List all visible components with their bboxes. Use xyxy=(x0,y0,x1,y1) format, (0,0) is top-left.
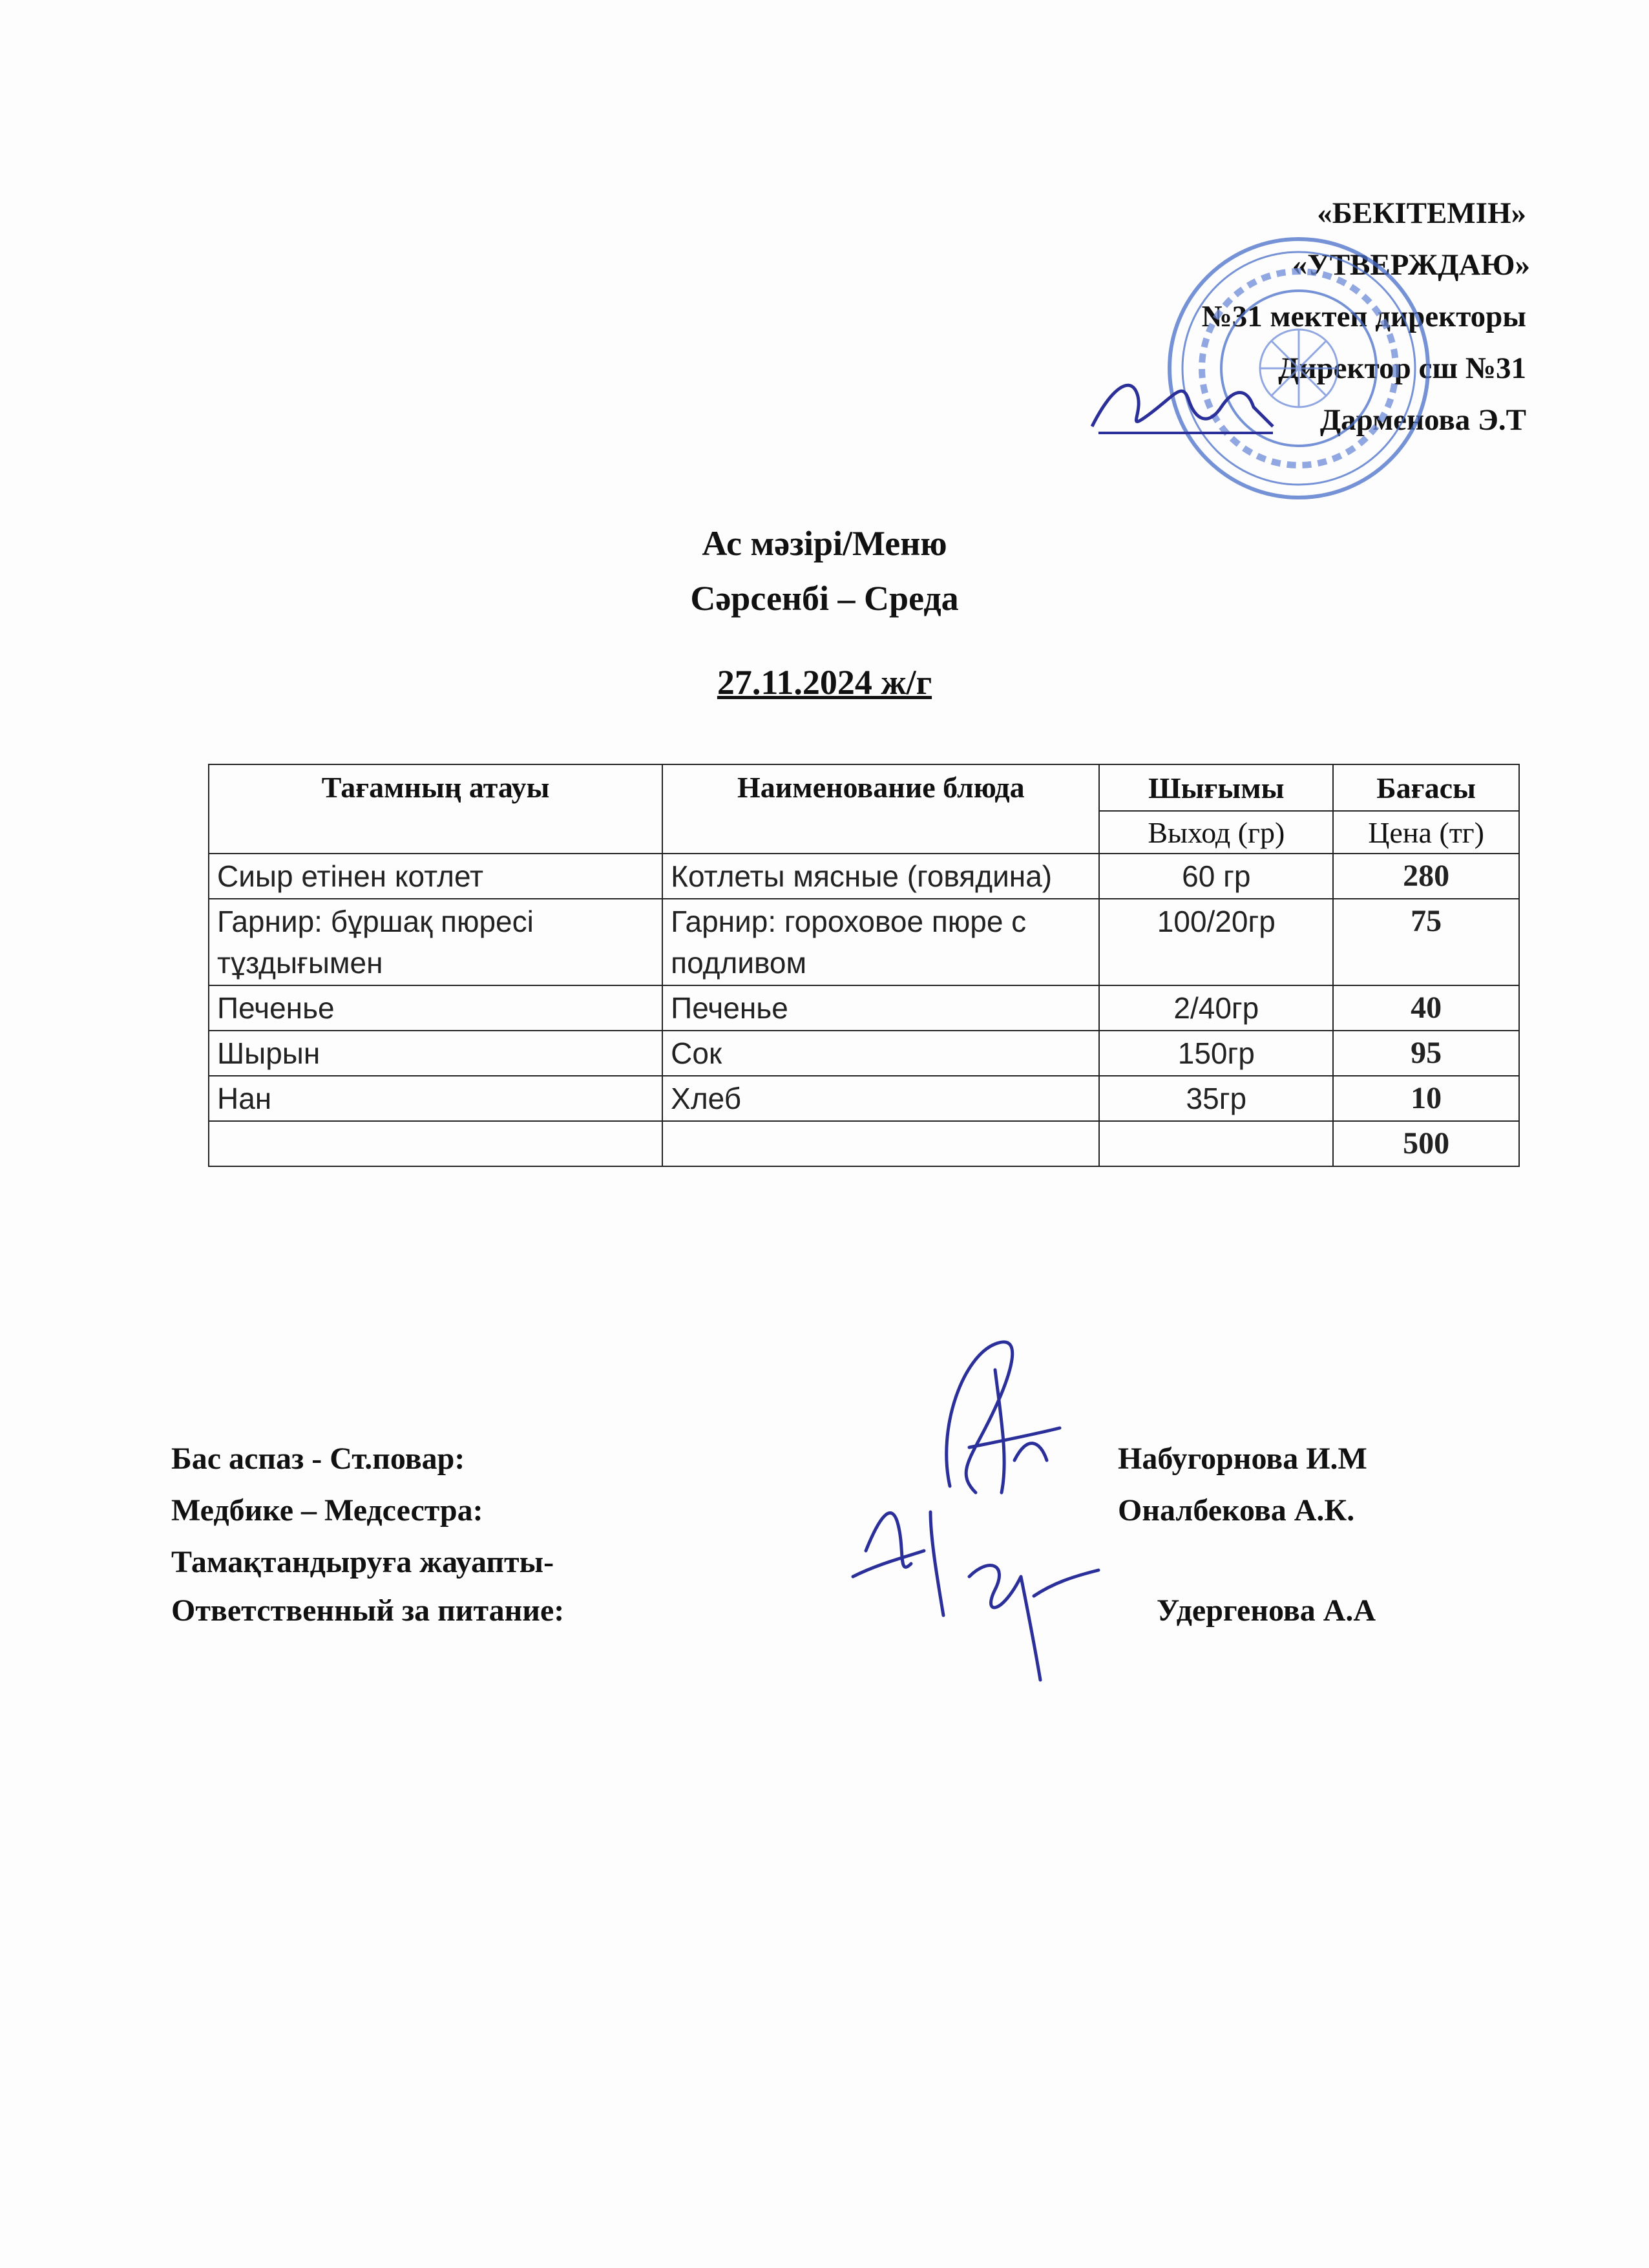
chef-name: Набугорнова И.М xyxy=(1118,1442,1367,1476)
director-title-kz: №31 мектеп директоры xyxy=(1201,300,1526,333)
table-row xyxy=(209,1076,1519,1121)
dish-kz: Гарнир: бұршақ пюресі тұздығымен xyxy=(209,899,662,985)
menu-title: Ас мәзірі/Меню xyxy=(702,524,947,563)
header-kz-name: Тағамның атауы xyxy=(209,764,662,854)
table-row xyxy=(209,985,1519,1031)
header-ru-name: Наименование блюда xyxy=(662,764,1099,854)
dish-yield: 35гр xyxy=(1099,1076,1333,1121)
director-title-ru: Директор сш №31 xyxy=(1278,352,1526,385)
nurse-label: Медбике – Медсестра: xyxy=(171,1493,483,1528)
dish-price: 40 xyxy=(1333,985,1519,1031)
dish-yield: 60 гр xyxy=(1099,854,1333,899)
staff-signatures xyxy=(840,1331,1124,1693)
dish-kz: Шырын xyxy=(209,1031,662,1076)
approval-line-ru: «УТВЕРЖДАЮ» xyxy=(1292,248,1530,282)
responsible-label-kz: Тамақтандыруға жауапты- xyxy=(171,1545,554,1579)
dish-ru: Сок xyxy=(662,1031,1099,1076)
chef-label: Бас аспаз - Ст.повар: xyxy=(171,1442,465,1476)
nurse-name: Оналбекова А.К. xyxy=(1118,1493,1355,1528)
responsible-name: Удергенова А.А xyxy=(1157,1593,1376,1628)
dish-yield: 150гр xyxy=(1099,1031,1333,1076)
total-price: 500 xyxy=(1333,1121,1519,1166)
dish-kz: Печенье xyxy=(209,985,662,1031)
menu-table xyxy=(208,764,1520,1167)
dish-ru: Гарнир: гороховое пюре с подливом xyxy=(662,899,1099,985)
dish-yield: 2/40гр xyxy=(1099,985,1333,1031)
dish-price: 10 xyxy=(1333,1076,1519,1121)
table-row xyxy=(209,1031,1519,1076)
director-name: Дарменова Э.Т xyxy=(1319,403,1526,437)
dish-yield: 100/20гр xyxy=(1099,899,1333,985)
header-yield-ru: Выход (гр) xyxy=(1099,811,1333,854)
dish-kz: Сиыр етінен котлет xyxy=(209,854,662,899)
dish-price: 75 xyxy=(1333,899,1519,985)
menu-date: 27.11.2024 ж/г xyxy=(717,663,932,702)
header-yield-kz: Шығымы xyxy=(1099,764,1333,811)
dish-ru: Хлеб xyxy=(662,1076,1099,1121)
dish-ru: Котлеты мясные (говядина) xyxy=(662,854,1099,899)
dish-ru: Печенье xyxy=(662,985,1099,1031)
total-row xyxy=(209,1121,1519,1166)
dish-kz: Нан xyxy=(209,1076,662,1121)
menu-day: Сәрсенбі – Среда xyxy=(690,579,959,618)
table-header-row xyxy=(209,764,1519,811)
approval-line-kz: «БЕКІТЕМІН» xyxy=(1317,196,1526,230)
director-signature xyxy=(1086,362,1279,446)
header-price-kz: Бағасы xyxy=(1333,764,1519,811)
header-price-ru: Цена (тг) xyxy=(1333,811,1519,854)
dish-price: 95 xyxy=(1333,1031,1519,1076)
table-row xyxy=(209,854,1519,899)
dish-price: 280 xyxy=(1333,854,1519,899)
responsible-label-ru: Ответственный за питание: xyxy=(171,1593,565,1628)
table-row xyxy=(209,899,1519,985)
